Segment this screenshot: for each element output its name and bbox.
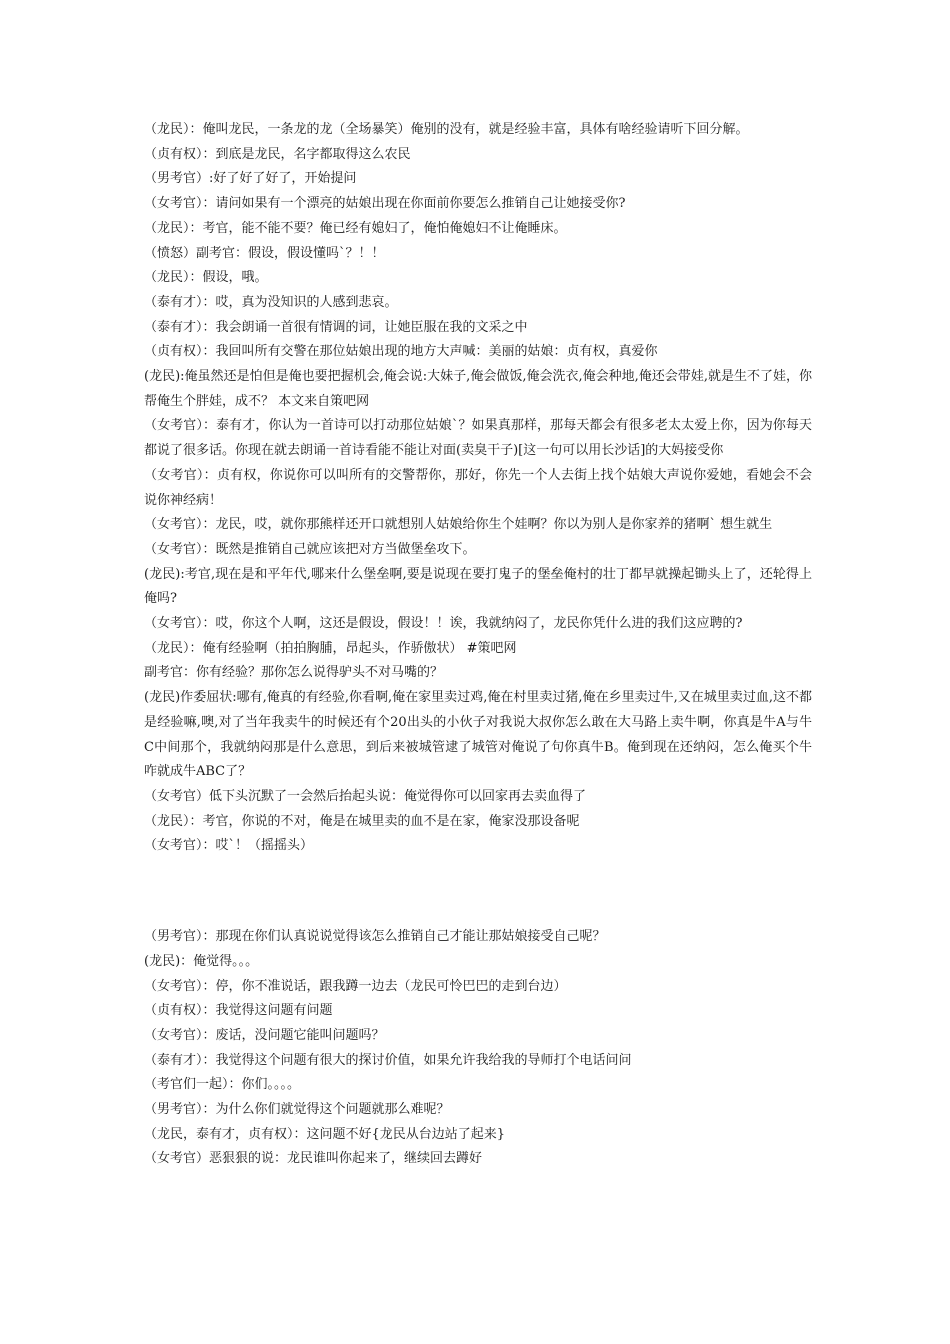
dialogue-line: （女考官）：贞有权，你说你可以叫所有的交警帮你，那好，你先一个人去街上找个姑娘大声说你爱她，看她会不会说你神经病！ bbox=[144, 467, 812, 508]
dialogue-line: （龙民）：考官，你说的不对，俺是在城里卖的血不是在家，俺家没那设备呢 bbox=[144, 813, 580, 829]
dialogue-line: （男考官）:好了好了好了，开始提问 bbox=[144, 171, 357, 187]
dialogue-line: （泰有才）：哎，真为没知识的人感到悲哀。 bbox=[144, 294, 398, 310]
dialogue-line: （泰有才）：我会朗诵一首很有情调的词，让她臣服在我的文采之中 bbox=[144, 319, 528, 335]
dialogue-line: （女考官）：龙民，哎，就你那熊样还开口就想别人姑娘给你生个娃啊？你以为别人是你家养的猪啊` 想生就生 bbox=[144, 517, 773, 533]
dialogue-line: （女考官）：泰有才，你认为一首诗可以打动那位姑娘`？如果真那样，那每天都会有很多老太太爱上你，因为你每天都说了很多话。你现在就去朗诵一首诗看能不能让对面(卖臭干子)[这一句可以用长沙话]的大妈接受你 bbox=[144, 418, 812, 459]
dialogue-line: （女考官）：废话，没问题它能叫问题吗？ bbox=[144, 1027, 385, 1043]
dialogue-line: （龙民）：俺有经验啊（拍拍胸脯，昂起头，作骄傲状） #策吧网 bbox=[144, 640, 517, 656]
dialogue-line: （女考官）低下头沉默了一会然后抬起头说：俺觉得你可以回家再去卖血得了 bbox=[144, 788, 587, 804]
dialogue-line: （女考官）：哎`！（摇摇头） bbox=[144, 838, 314, 854]
dialogue-line: （考官们一起）：你们。。。。 bbox=[144, 1077, 301, 1093]
dialogue-line: （贞有权）：我觉得这问题有问题 bbox=[144, 1003, 333, 1019]
section-gap bbox=[144, 859, 812, 925]
dialogue-line: (龙民):俺虽然还是怕但是俺也要把握机会,俺会说:大妹子,俺会做饭,俺会洗衣,俺会种地,俺还会带娃,就是生不了娃，你帮俺生个胖娃，成不？ 本文来自策吧网 bbox=[144, 369, 812, 409]
dialogue-line: （泰有才）：我觉得这个问题有很大的探讨价值，如果允许我给我的导师打个电话问问 bbox=[144, 1052, 632, 1068]
dialogue-line: (龙民):考官,现在是和平年代,哪来什么堡垒啊,要是说现在要打鬼子的堡垒俺村的壮丁都早就操起锄头上了，还轮得上俺吗? bbox=[144, 566, 812, 607]
dialogue-line: （龙民）：考官，能不能不要？俺已经有媳妇了，俺怕俺媳妇不让俺睡床。 bbox=[144, 220, 567, 236]
document-page bbox=[144, 118, 812, 1172]
dialogue-line: （贞有权）：到底是龙民，名字都取得这么农民 bbox=[144, 146, 411, 162]
dialogue-line: 副考官：你有经验？那你怎么说得驴头不对马嘴的？ bbox=[144, 665, 444, 681]
dialogue-line: （女考官）：既然是推销自己就应该把对方当做堡垒攻下。 bbox=[144, 541, 476, 557]
dialogue-line: （龙民）：假设，哦。 bbox=[144, 270, 268, 286]
dialogue-line: （贞有权）：我回叫所有交警在那位姑娘出现的地方大声喊：美丽的姑娘：贞有权，真爱你 bbox=[144, 344, 658, 360]
dialogue-section-2 bbox=[144, 925, 812, 1172]
dialogue-line: (龙民)作委屈状:哪有,俺真的有经验,你看啊,俺在家里卖过鸡,俺在村里卖过猪,俺在乡里卖过牛,又在城里卖过血,这不都是经验嘛,噢,对了当年我卖牛的时候还有个20出头的小伙子对我说大叔你怎么敢在大马路上卖牛啊，你真是牛A与牛C中间那个，我就纳闷那是什么意思，到后来被城管逮了城管对俺说了句你真牛B。俺到现在还纳闷，怎么俺买个牛咋就成牛ABC了？ bbox=[144, 690, 812, 780]
dialogue-line: (龙民)：俺觉得。。。 bbox=[144, 953, 259, 969]
dialogue-line: （女考官）恶狠狠的说：龙民谁叫你起来了，继续回去蹲好 bbox=[144, 1151, 483, 1167]
dialogue-line: （龙民，泰有才，贞有权）：这问题不好{龙民从台边站了起来} bbox=[144, 1126, 506, 1142]
dialogue-section-1 bbox=[144, 118, 812, 859]
dialogue-line: （女考官）：哎，你这个人啊，这还是假设，假设！！诶，我就纳闷了，龙民你凭什么进的我们这应聘的? bbox=[144, 616, 743, 632]
dialogue-line: （女考官）：停，你不准说话，跟我蹲一边去（龙民可怜巴巴的走到台边） bbox=[144, 978, 567, 994]
dialogue-line: （男考官）：那现在你们认真说说觉得该怎么推销自己才能让那姑娘接受自己呢？ bbox=[144, 929, 606, 945]
dialogue-line: （男考官）：为什么你们就觉得这个问题就那么难呢？ bbox=[144, 1102, 450, 1118]
dialogue-line: （愤怒）副考官：假设，假设懂吗`？！！ bbox=[144, 245, 385, 261]
dialogue-line: （女考官）：请问如果有一个漂亮的姑娘出现在你面前你要怎么推销自己让她接受你? bbox=[144, 196, 626, 212]
dialogue-line: （龙民）：俺叫龙民，一条龙的龙（全场暴笑）俺别的没有，就是经验丰富，具体有啥经验请听下回分解。 bbox=[144, 122, 749, 137]
